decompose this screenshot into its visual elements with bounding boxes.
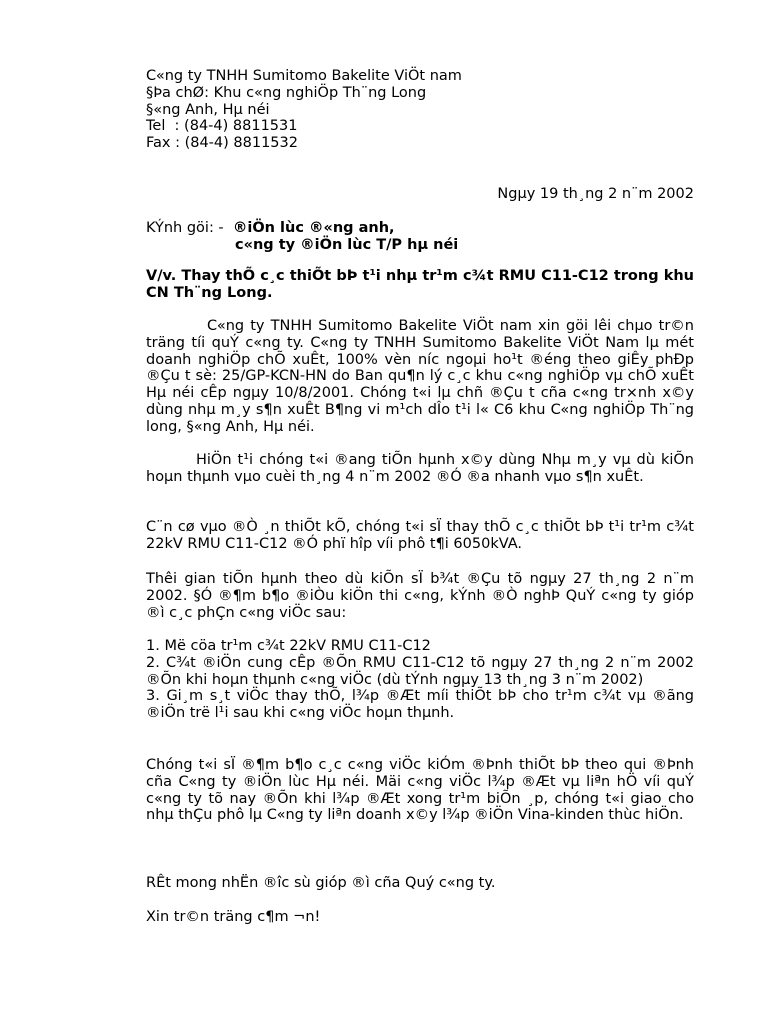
recipient-name-1: ®iÖn lùc ®«ng anh, [232,220,395,236]
paragraph-intro: C«ng ty TNHH Sumitomo Bakelite ViÖt nam xin göi lêi chµo tr©n träng tíi quÝ c«ng ty. C«ng ty TNHH Sumitomo Bakelite ViÖt Nam lµ mét doanh nghiÖp chÕ xuÊt, 100% vèn níc ngoµi ho¹t ®éng theo giÊy phÐp ®Çu t sè: 25/GP-KCN-HN do Ban qu¶n lý c¸c khu c«ng nghiÖp vµ chÕ xuÊt Hµ néi cÊp ngµy 10/8/2001. Chóng t«i lµ chñ ®Çu t cña c«ng tr×nh x©y dùng nhµ m¸y s¶n xuÊt B¶ng vi m¹ch dÎo t¹i l« C6 khu C«ng nghiÖp Th¨ng long, §«ng Anh, Hµ néi. [146,318,694,435]
sender-company: C«ng ty TNHH Sumitomo Bakelite ViÖt nam [146,68,462,84]
paragraph-thanks: Xin tr©n träng c¶m ¬n! [146,909,321,925]
recipient-label: KÝnh göi: - [146,220,233,236]
sender-tel: Tel : (84-4) 8811531 [146,118,298,135]
recipient-line-1 [146,220,694,237]
recipient-name-2: c«ng ty ®iÖn lùc T/P hµ néi [235,236,459,253]
paragraph-basis: C¨n cø vµo ®Ò ¸n thiÕt kÕ, chóng t«i sÏ thay thÕ c¸c thiÕt bÞ t¹i tr¹m c¾t 22kV RMU C11-C12 ®Ó phï hîp víi phô t¶i 6050kVA. [146,519,694,552]
request-list-item-1: 1. Më cöa tr¹m c¾t 22kV RMU C11-C12 [146,638,431,654]
sender-block [146,68,694,152]
letter-subject: V/v. Thay thÕ c¸c thiÕt bÞ t¹i nhµ tr¹m c¾t RMU C11-C12 trong khu CN Th¨ng Long. [146,268,694,301]
sender-fax: Fax : (84-4) 8811532 [146,135,298,152]
paragraph-progress: HiÖn t¹i chóng t«i ®ang tiÕn hµnh x©y dùng Nhµ m¸y vµ dù kiÕn hoµn thµnh vµo cuèi th¸ng 4 n¨m 2002 ®Ó ®a nhanh vµo s¶n xuÊt. [146,452,694,485]
paragraph-request-help: RÊt mong nhËn ®îc sù gióp ®ì cña Quý c«ng ty. [146,875,496,891]
request-list-item-3: 3. Gi¸m s¸t viÖc thay thÕ, l¾p ®Æt míi thiÕt bÞ cho tr¹m c¾t vµ ®ãng ®iÖn trë l¹i sau khi c«ng viÖc hoµn thµnh. [146,688,694,722]
paragraph-commitment: Chóng t«i sÏ ®¶m b¶o c¸c c«ng viÖc kiÓm ®Þnh thiÕt bÞ theo qui ®Þnh cña C«ng ty ®iÖn lùc Hµ néi. Mäi c«ng viÖc l¾p ®Æt vµ liªn hÖ víi quÝ c«ng ty tõ nay ®Õn khi l¾p ®Æt xong tr¹m biÕn ¸p, chóng t«i giao cho nhµ thÇu phô lµ C«ng ty liªn doanh x©y l¾p ®iÖn Vina-kinden thùc hiÖn. [146,757,694,824]
paragraph-schedule: Thêi gian tiÕn hµnh theo dù kiÕn sÏ b¾t ®Çu tõ ngµy 27 th¸ng 2 n¨m 2002. §Ó ®¶m b¶o ®iÒu kiÖn thi c«ng, kÝnh ®Ò nghÞ QuÝ c«ng ty gióp ®ì c¸c phÇn c«ng viÖc sau: [146,571,694,621]
sender-address-line-1: §Þa chØ: Khu c«ng nghiÖp Th¨ng Long [146,84,427,101]
letter-date: Ngµy 19 th¸ng 2 n¨m 2002 [497,186,694,202]
request-list [146,638,694,722]
request-list-item-2: 2. C¾t ®iÖn cung cÊp ®Õn RMU C11-C12 tõ ngµy 27 th¸ng 2 n¨m 2002 ®Õn khi hoµn thµnh c«ng viÖc (dù tÝnh ngµy 13 th¸ng 3 n¨m 2002) [146,654,694,688]
recipient-block [146,220,694,254]
sender-address-line-2: §«ng Anh, Hµ néi [146,101,270,118]
